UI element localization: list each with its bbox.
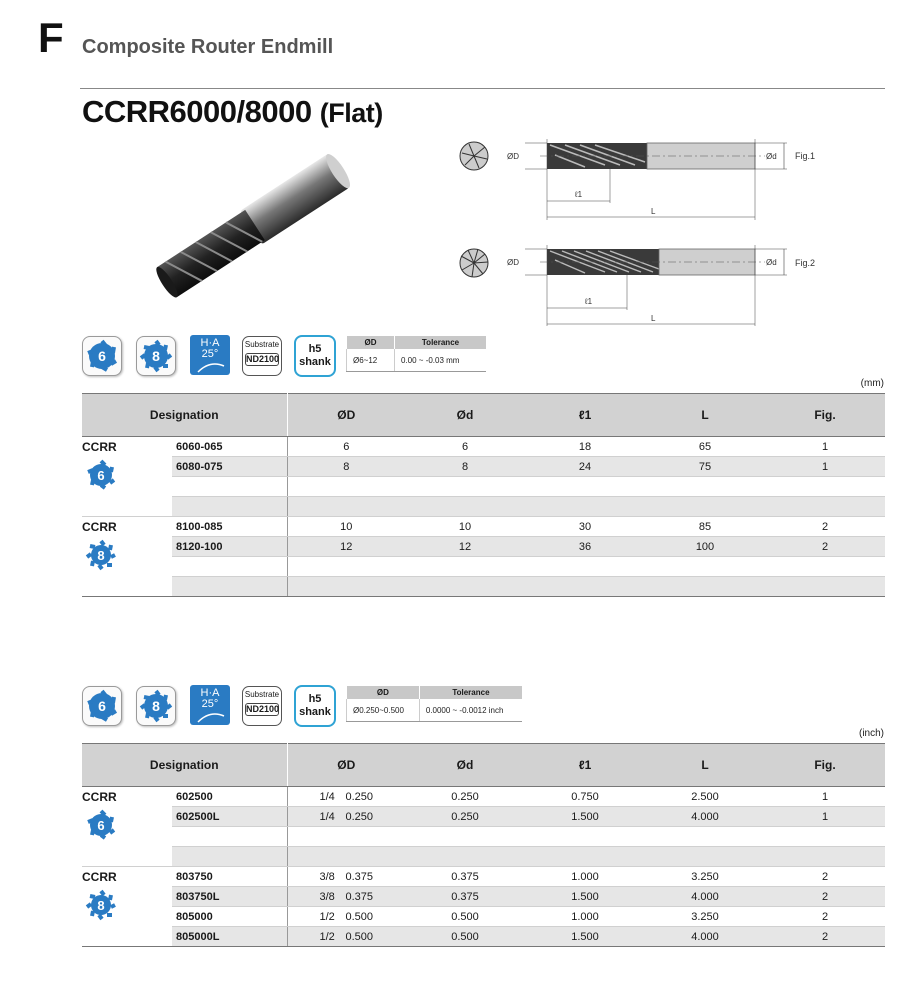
- metric-tolerance-table: [346, 336, 486, 372]
- flute-8-icon: [84, 538, 118, 572]
- substrate-label: Substrate: [244, 690, 280, 699]
- cell-fig: 2: [765, 907, 885, 927]
- cell-D: 12: [287, 537, 405, 557]
- col-fig: Fig.: [765, 394, 885, 437]
- cell-d: 8: [405, 457, 525, 477]
- cell-D-decimal: 0.375: [345, 890, 374, 903]
- row-code: 602500: [172, 787, 287, 807]
- series-group: [82, 517, 172, 597]
- cell-d: 0.375: [405, 867, 525, 887]
- helix-angle-label: H·A: [200, 687, 220, 699]
- metric-spec-table: [82, 393, 885, 597]
- cell-l1: 18: [525, 437, 645, 457]
- header-divider: [80, 88, 885, 89]
- cell-D: [287, 907, 405, 927]
- cell-D: 8: [287, 457, 405, 477]
- helix-angle-badge: [190, 685, 230, 725]
- svg-text:6: 6: [98, 698, 106, 714]
- fig2-dim-L: L: [651, 314, 656, 323]
- cell-fig: 2: [765, 537, 885, 557]
- row-code: 602500L: [172, 807, 287, 827]
- cell-fig: 1: [765, 787, 885, 807]
- cell-l1: 36: [525, 537, 645, 557]
- cell-l1: 0.750: [525, 787, 645, 807]
- table-row-empty: [82, 847, 885, 867]
- row-code: 8120-100: [172, 537, 287, 557]
- flute-6-icon: [84, 458, 118, 492]
- col-fig: Fig.: [765, 744, 885, 787]
- svg-text:6: 6: [98, 348, 106, 364]
- flute-6-icon: [83, 337, 121, 375]
- series-name: CCRR: [82, 790, 117, 804]
- col-L: L: [645, 394, 765, 437]
- product-title: [82, 94, 383, 130]
- tol-value: 0.0000 ~ -0.0012 inch: [419, 699, 522, 722]
- helix-angle-value: 25°: [201, 698, 219, 710]
- cell-L: 100: [645, 537, 765, 557]
- shank-tolerance-badge: [294, 335, 336, 377]
- cell-l1: 30: [525, 517, 645, 537]
- cell-d: 0.500: [405, 907, 525, 927]
- tol-range: Ø6~12: [347, 349, 395, 372]
- figure-2-drawing: [455, 242, 815, 332]
- product-variant: (Flat): [319, 98, 383, 128]
- flute-8-icon: [84, 888, 118, 922]
- table-row: [82, 867, 885, 887]
- cell-D: 10: [287, 517, 405, 537]
- cell-L: 85: [645, 517, 765, 537]
- svg-text:8: 8: [152, 698, 160, 714]
- series-group: [82, 437, 172, 517]
- cell-D-fraction: 1/2: [319, 910, 335, 923]
- cell-D-fraction: 1/2: [319, 930, 335, 943]
- cell-d: 0.500: [405, 927, 525, 947]
- cell-L: 4.000: [645, 927, 765, 947]
- helix-icon: [190, 710, 230, 724]
- product-model: CCRR6000/8000: [82, 94, 312, 129]
- cell-l1: 1.500: [525, 807, 645, 827]
- col-D: ØD: [287, 394, 405, 437]
- tol-header-tolerance: Tolerance: [419, 686, 522, 699]
- series-name: CCRR: [82, 870, 117, 884]
- cell-D-fraction: 3/8: [319, 890, 335, 903]
- table-row: [82, 787, 885, 807]
- fig1-dim-L: L: [651, 207, 656, 216]
- cell-D: [287, 807, 405, 827]
- row-code: 6060-065: [172, 437, 287, 457]
- col-d: Ød: [405, 394, 525, 437]
- cell-D-fraction: 1/4: [319, 790, 335, 803]
- fig2-dim-D: ØD: [507, 258, 519, 267]
- flute-6-icon: [84, 808, 118, 842]
- row-code: 805000L: [172, 927, 287, 947]
- cell-d: 10: [405, 517, 525, 537]
- cell-l1: 1.000: [525, 907, 645, 927]
- cell-L: 2.500: [645, 787, 765, 807]
- table-row: [82, 457, 885, 477]
- col-L: L: [645, 744, 765, 787]
- helix-angle-value: 25°: [201, 348, 219, 360]
- cell-l1: 1.500: [525, 887, 645, 907]
- cell-fig: 1: [765, 457, 885, 477]
- table-row: [82, 927, 885, 947]
- figure-1-drawing: [455, 135, 815, 225]
- shank-label: shank: [299, 356, 331, 368]
- cell-d: 0.250: [405, 807, 525, 827]
- cell-L: 75: [645, 457, 765, 477]
- cell-D: [287, 787, 405, 807]
- cell-fig: 2: [765, 887, 885, 907]
- fig1-label: Fig.1: [794, 151, 815, 161]
- substrate-badge: [242, 686, 282, 726]
- section-title: Composite Router Endmill: [82, 36, 334, 58]
- fig2-dim-l1: ℓ1: [585, 297, 593, 306]
- cell-fig: 1: [765, 437, 885, 457]
- table-row-empty: [82, 827, 885, 847]
- substrate-label: Substrate: [244, 340, 280, 349]
- svg-text:8: 8: [152, 348, 160, 364]
- col-D: ØD: [287, 744, 405, 787]
- cell-d: 0.375: [405, 887, 525, 907]
- fig2-dim-d: Ød: [766, 258, 777, 267]
- fig1-dim-D: ØD: [507, 152, 519, 161]
- cell-L: 4.000: [645, 807, 765, 827]
- flute-8-badge: [136, 686, 176, 726]
- cell-D: [287, 887, 405, 907]
- table-row-empty: [82, 557, 885, 577]
- fig1-dim-d: Ød: [766, 152, 777, 161]
- series-group: [82, 867, 172, 947]
- cell-D-decimal: 0.375: [345, 870, 374, 883]
- helix-angle-label: H·A: [200, 337, 220, 349]
- cell-fig: 2: [765, 867, 885, 887]
- tol-range: Ø0.250~0.500: [347, 699, 420, 722]
- metric-unit: (mm): [860, 378, 884, 389]
- cell-l1: 1.500: [525, 927, 645, 947]
- helix-angle-badge: [190, 335, 230, 375]
- table-row: [82, 437, 885, 457]
- row-code: 8100-085: [172, 517, 287, 537]
- table-row: [82, 517, 885, 537]
- cell-D-decimal: 0.500: [345, 930, 374, 943]
- svg-text:6: 6: [97, 468, 105, 483]
- inch-spec-table: [82, 743, 885, 947]
- table-row: [82, 537, 885, 557]
- cell-l1: 1.000: [525, 867, 645, 887]
- table-row-empty: [82, 477, 885, 497]
- col-designation: Designation: [82, 394, 287, 437]
- table-row: [82, 807, 885, 827]
- flute-8-badge: [136, 336, 176, 376]
- cell-fig: 1: [765, 807, 885, 827]
- cell-l1: 24: [525, 457, 645, 477]
- cell-d: 6: [405, 437, 525, 457]
- cell-D-decimal: 0.250: [345, 810, 374, 823]
- flute-6-icon: [83, 687, 121, 725]
- tol-value: 0.00 ~ -0.03 mm: [395, 349, 487, 372]
- shank-h5: h5: [308, 343, 322, 355]
- cell-D-fraction: 1/4: [319, 810, 335, 823]
- series-name: CCRR: [82, 520, 117, 534]
- cell-D-decimal: 0.500: [345, 910, 374, 923]
- fig1-dim-l1: ℓ1: [575, 190, 583, 199]
- cell-D: [287, 927, 405, 947]
- substrate-value: ND2100: [246, 704, 280, 714]
- col-designation: Designation: [82, 744, 287, 787]
- row-code: 803750: [172, 867, 287, 887]
- cell-fig: 2: [765, 927, 885, 947]
- cell-fig: 2: [765, 517, 885, 537]
- shank-label: shank: [299, 706, 331, 718]
- inch-unit: (inch): [858, 728, 884, 739]
- cell-d: 12: [405, 537, 525, 557]
- shank-h5: h5: [308, 693, 322, 705]
- row-code: 6080-075: [172, 457, 287, 477]
- shank-tolerance-badge: [294, 685, 336, 727]
- table-row-empty: [82, 577, 885, 597]
- row-code: 805000: [172, 907, 287, 927]
- cell-d: 0.250: [405, 787, 525, 807]
- col-d: Ød: [405, 744, 525, 787]
- svg-text:6: 6: [97, 818, 105, 833]
- flute-8-icon: [137, 687, 175, 725]
- substrate-badge: [242, 336, 282, 376]
- cell-L: 65: [645, 437, 765, 457]
- cell-L: 4.000: [645, 887, 765, 907]
- flute-6-badge: [82, 336, 122, 376]
- fig2-label: Fig.2: [794, 258, 815, 268]
- svg-text:8: 8: [97, 548, 105, 563]
- cell-D-decimal: 0.250: [345, 790, 374, 803]
- flute-6-badge: [82, 686, 122, 726]
- inch-tolerance-table: [346, 686, 522, 722]
- tol-header-d: ØD: [347, 336, 395, 349]
- cell-D: [287, 867, 405, 887]
- section-letter: F: [38, 14, 64, 61]
- tol-header-tolerance: Tolerance: [395, 336, 487, 349]
- cell-D: 6: [287, 437, 405, 457]
- flute-8-icon: [137, 337, 175, 375]
- cell-D-fraction: 3/8: [319, 870, 335, 883]
- col-l1: ℓ1: [525, 744, 645, 787]
- svg-text:8: 8: [97, 898, 105, 913]
- table-row: [82, 907, 885, 927]
- table-row: [82, 887, 885, 907]
- substrate-value: ND2100: [246, 354, 280, 364]
- cell-L: 3.250: [645, 867, 765, 887]
- helix-icon: [190, 360, 230, 374]
- row-code: 803750L: [172, 887, 287, 907]
- series-name: CCRR: [82, 440, 117, 454]
- endmill-photo: [140, 150, 370, 300]
- tol-header-d: ØD: [347, 686, 420, 699]
- table-row-empty: [82, 497, 885, 517]
- col-l1: ℓ1: [525, 394, 645, 437]
- series-group: [82, 787, 172, 867]
- cell-L: 3.250: [645, 907, 765, 927]
